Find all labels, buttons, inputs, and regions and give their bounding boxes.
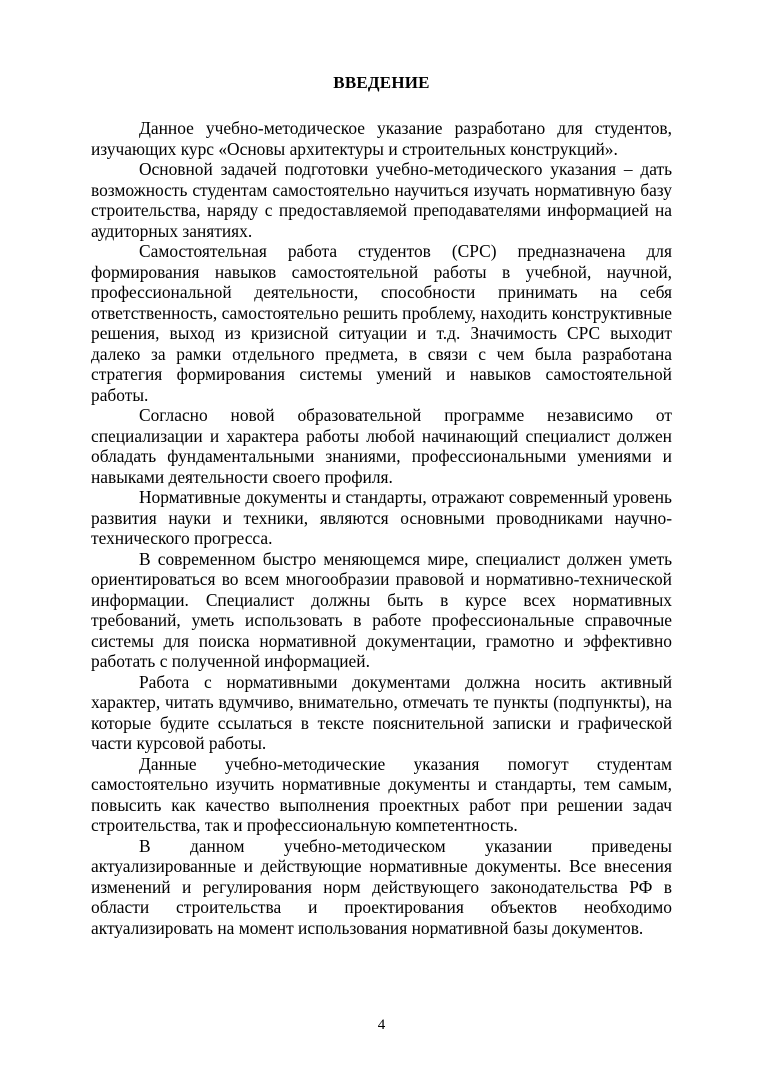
paragraph-3: Самостоятельная работа студентов (СРС) предназначена для формирования навыков самостоятельной работы в учебной, научной, профессиональной деятельности, способности принимать на себя ответственность, самостоятельно решить проблему, находить конструктивные решения, выход из кризисной ситуации и т.д. Значимость СРС выходит далеко за рамки отдельного предмета, в связи с чем была разработана стратегия формирования системы умений и навыков самостоятельной работы.: [91, 241, 672, 405]
paragraph-1: Данное учебно-методическое указание разработано для студентов, изучающих курс «Основы архитектуры и строительных конструкций».: [91, 118, 672, 159]
page-title: ВВЕДЕНИЕ: [333, 73, 430, 92]
paragraph-8: Данные учебно-методические указания помогут студентам самостоятельно изучить нормативные документы и стандарты, тем самым, повысить как качество выполнения проектных работ при решении задач строительства, так и профессиональную компетентность.: [91, 753, 672, 835]
paragraph-9: В данном учебно-методическом указании приведены актуализированные и действующие нормативные документы. Все внесения изменений и регулирования норм действующего законодательства РФ в области строительства и проектирования объектов необходимо актуализировать на момент использования нормативной базы документов.: [91, 835, 672, 938]
paragraph-4: Согласно новой образовательной программе независимо от специализации и характера работы любой начинающий специалист должен обладать фундаментальными знаниями, профессиональными умениями и навыками деятельности своего профиля.: [91, 405, 672, 487]
paragraph-5: Нормативные документы и стандарты, отражают современный уровень развития науки и техники, являются основными проводниками научно-технического прогресса.: [91, 487, 672, 548]
paragraph-6: В современном быстро меняющемся мире, специалист должен уметь ориентироваться во всем многообразии правовой и нормативно-технической информации. Специалист должны быть в курсе всех нормативных требований, уметь использовать в работе профессиональные справочные системы для поиска нормативной документации, грамотно и эффективно работать с полученной информацией.: [91, 548, 672, 671]
paragraph-2: Основной задачей подготовки учебно-методического указания – дать возможность студентам самостоятельно научиться изучать нормативную базу строительства, наряду с предоставляемой преподавателями информацией на аудиторных занятиях.: [91, 159, 672, 241]
paragraph-7: Работа с нормативными документами должна носить активный характер, читать вдумчиво, внимательно, отмечать те пункты (подпункты), на которые будите ссылаться в тексте пояснительной записки и графической части курсовой работы.: [91, 671, 672, 753]
page-number: 4: [377, 1017, 386, 1033]
body-text: [91, 118, 672, 938]
